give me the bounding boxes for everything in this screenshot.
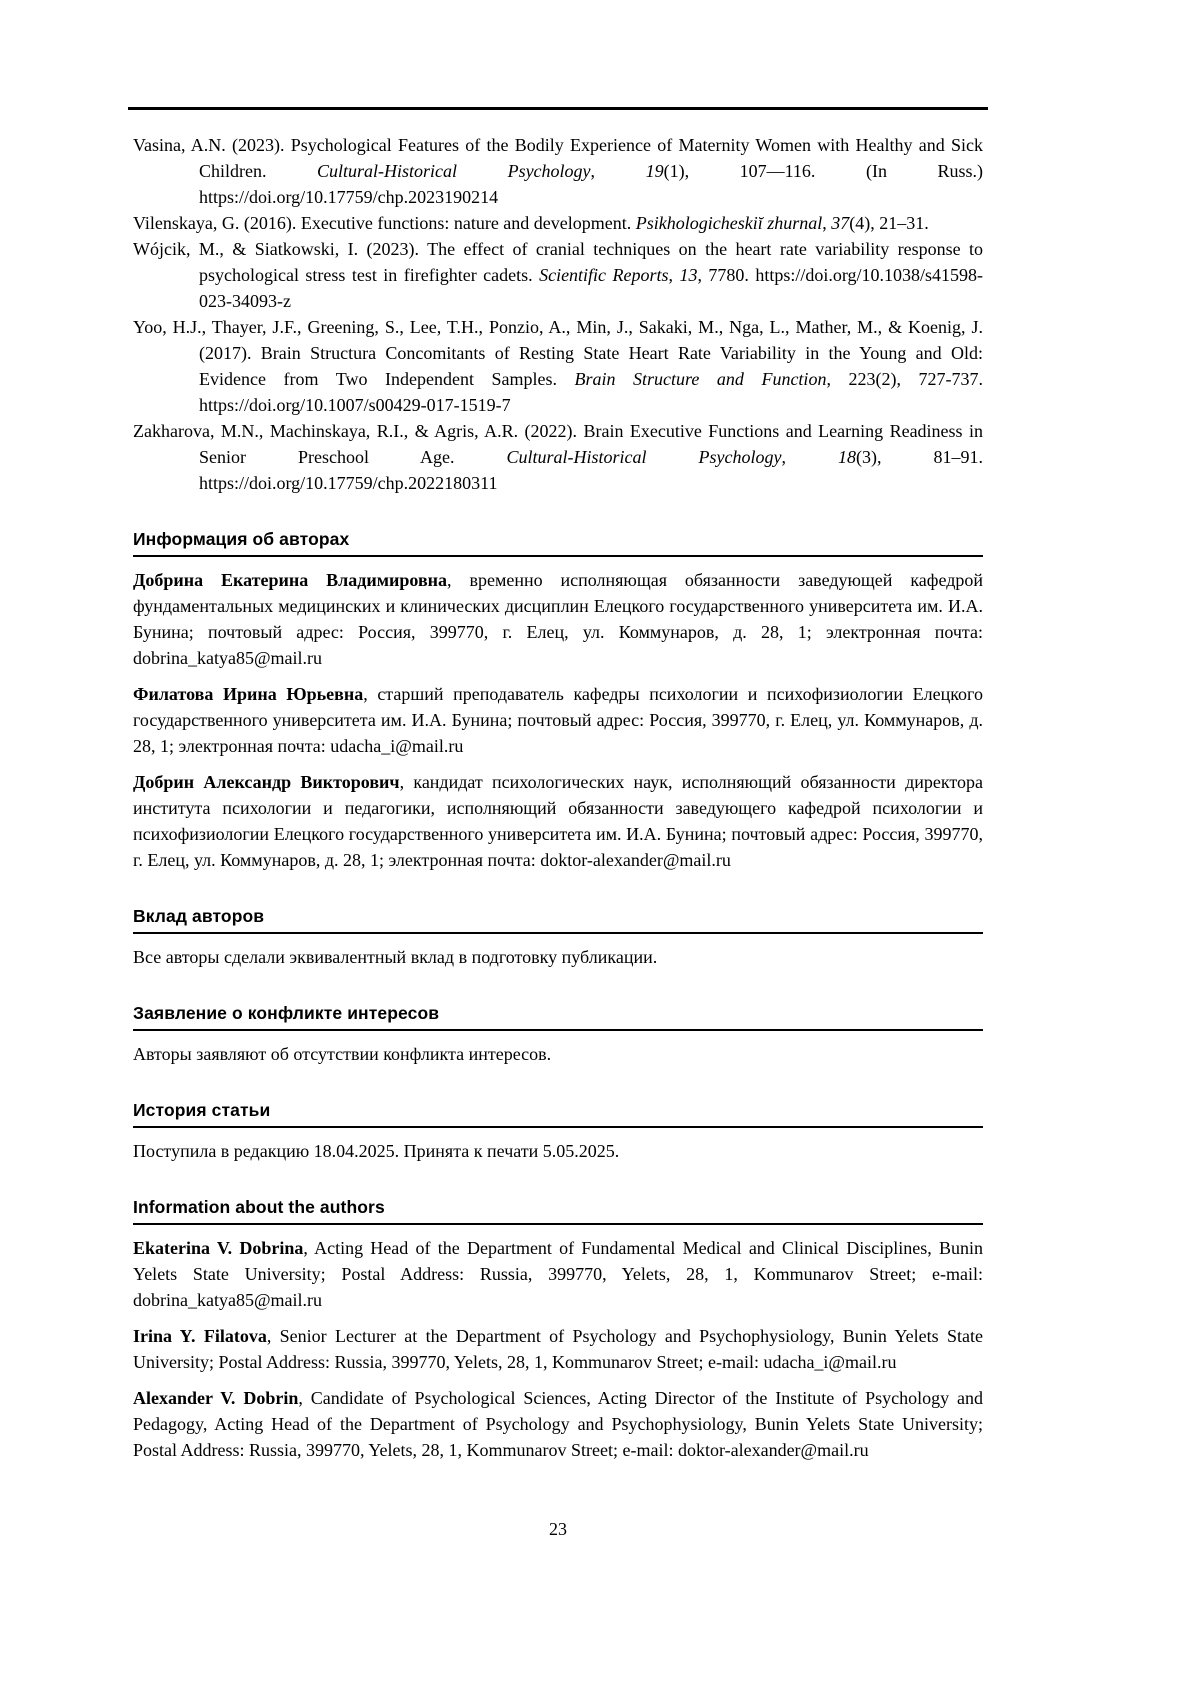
reference-entry bbox=[133, 314, 983, 418]
text-run: , кандидат психологических наук, исполняющий обязанности директора института психологии и педагогики, исполняющий обязанности заведующего кафедрой психологии и психофизиологии Елецкого государственного университета им. И.А. Бунина; почтовый адрес: Россия, 399770, г. Елец, ул. Коммунаров, д. 28, 1; электронная почта: doktor-alexander@mail.ru bbox=[133, 772, 983, 870]
italic-run: Brain Structure and Function bbox=[574, 369, 827, 389]
section-heading: История статьи bbox=[133, 1100, 271, 1120]
heading-rule bbox=[133, 1223, 983, 1225]
text-run: , Candidate of Psychological Sciences, Acting Director of the Institute of Psychology and Pedagogy, Acting Head of the Department of Psychology and Psychophysiology, Bunin Yelets State University; Postal Address: Russia, 399770, Yelets, 28, 1, Kommunarov Street; e-mail: doktor-alexander@mail.ru bbox=[133, 1388, 983, 1460]
body-paragraph bbox=[133, 1041, 983, 1067]
text-run: Авторы заявляют об отсутствии конфликта интересов. bbox=[133, 1044, 552, 1064]
text-run: , 7780. https://doi.org/10.1038/s41598-023-34093-z bbox=[199, 265, 984, 311]
reference-entry bbox=[133, 210, 983, 236]
text-run: , старший преподаватель кафедры психологии и психофизиологии Елецкого государственного университета им. И.А. Бунина; почтовый адрес: Россия, 399770, г. Елец, ул. Коммунаров, д. 28, 1; электронная почта: udacha_i@mail.ru bbox=[133, 684, 983, 756]
section-paragraphs bbox=[133, 567, 983, 873]
text-run: Поступила в редакцию 18.04.2025. Принята к печати 5.05.2025. bbox=[133, 1141, 620, 1161]
heading-rule bbox=[133, 555, 983, 557]
text-run: Vasina, A.N. (2023). Psychological Features of the Bodily Experience of Maternity Women with Healthy and Sick Children. bbox=[133, 135, 983, 181]
section-paragraphs bbox=[133, 1235, 983, 1463]
section-paragraphs bbox=[133, 1138, 983, 1164]
text-run: Zakharova, M.N., Machinskaya, R.I., & Agris, A.R. (2022). Brain Executive Functions and Learning Readiness in Senior Preschool Age. bbox=[133, 421, 983, 467]
page-number: 23 bbox=[549, 1519, 567, 1539]
section-heading: Информация об авторах bbox=[133, 529, 350, 549]
section-heading: Заявление о конфликте интересов bbox=[133, 1003, 440, 1023]
body-paragraph bbox=[133, 567, 983, 671]
body-paragraph bbox=[133, 769, 983, 873]
text-run: , Acting Head of the Department of Fundamental Medical and Clinical Disciplines, Bunin Yelets State University; Postal Address: Russia, 399770, Yelets, 28, 1, Kommunarov Street; e-mail: dobrina_katya85@mail.ru bbox=[133, 1238, 983, 1310]
references-list bbox=[133, 132, 983, 496]
italic-run: Psikhologicheskiĭ zhurnal bbox=[635, 213, 823, 233]
text-run: , временно исполняющая обязанности заведующей кафедрой фундаментальных медицинских и клинических дисциплин Елецкого государственного университета им. И.А. Бунина; почтовый адрес: Россия, 399770, г. Елец, ул. Коммунаров, д. 28, 1; электронная почта: dobrina_katya85@mail.ru bbox=[133, 570, 983, 668]
heading-rule bbox=[133, 1029, 983, 1031]
bold-run: Добрина Екатерина Владимировна bbox=[133, 570, 448, 590]
bold-run: Ekaterina V. Dobrina bbox=[133, 1238, 304, 1258]
text-run: , bbox=[781, 447, 838, 467]
text-run: (4), 21–31. bbox=[849, 213, 929, 233]
bold-run: Alexander V. Dobrin bbox=[133, 1388, 299, 1408]
section bbox=[133, 906, 983, 970]
text-run: , 223(2), 727-737. https://doi.org/10.1007/s00429-017-1519-7 bbox=[199, 369, 984, 415]
body-paragraph bbox=[133, 1235, 983, 1313]
text-run: Wójcik, M., & Siatkowski, I. (2023). The effect of cranial techniques on the heart rate variability response to psychological stress test in firefighter cadets. bbox=[133, 239, 983, 285]
text-run: , bbox=[668, 265, 680, 285]
italic-run: Cultural-Historical Psychology bbox=[317, 161, 591, 181]
text-run: , Senior Lecturer at the Department of Psychology and Psychophysiology, Bunin Yelets State University; Postal Address: Russia, 399770, Yelets, 28, 1, Kommunarov Street; e-mail: udacha_i@mail.ru bbox=[133, 1326, 983, 1372]
italic-run: Scientific Reports bbox=[539, 265, 669, 285]
section bbox=[133, 1197, 983, 1463]
section-heading: Information about the authors bbox=[133, 1197, 385, 1217]
text-run: Все авторы сделали эквивалентный вклад в подготовку публикации. bbox=[133, 947, 658, 967]
body-paragraph bbox=[133, 1323, 983, 1375]
section bbox=[133, 1003, 983, 1067]
bold-run: Добрин Александр Викторович bbox=[133, 772, 400, 792]
top-rule bbox=[128, 107, 988, 110]
russian-sections bbox=[133, 529, 983, 1164]
heading-rule bbox=[133, 932, 983, 934]
text-run: Vilenskaya, G. (2016). Executive functions: nature and development. bbox=[133, 213, 636, 233]
reference-entry bbox=[133, 418, 983, 496]
reference-entry bbox=[133, 132, 983, 210]
body-paragraph bbox=[133, 1385, 983, 1463]
bold-run: Irina Y. Filatova bbox=[133, 1326, 267, 1346]
text-run: , bbox=[590, 161, 646, 181]
section bbox=[133, 529, 983, 873]
text-run: , bbox=[822, 213, 832, 233]
section-paragraphs bbox=[133, 1041, 983, 1067]
italic-run: 37 bbox=[831, 213, 850, 233]
text-run: (3), 81–91. https://doi.org/10.17759/chp.2022180311 bbox=[199, 447, 983, 493]
reference-entry bbox=[133, 236, 983, 314]
italic-run: 18 bbox=[838, 447, 856, 467]
text-run: (1), 107—116. (In Russ.) https://doi.org/10.17759/chp.2023190214 bbox=[199, 161, 983, 207]
text-run: Yoo, H.J., Thayer, J.F., Greening, S., Lee, T.H., Ponzio, A., Min, J., Sakaki, M., Nga, L., Mather, M., & Koenig, J. (2017). Brain Structura Concomitants of Resting State Heart Rate Variability in the Young and Old: Evidence from Two Independent Samples. bbox=[133, 317, 983, 389]
body-paragraph bbox=[133, 1138, 983, 1164]
english-sections bbox=[133, 1197, 983, 1463]
section-heading: Вклад авторов bbox=[133, 906, 265, 926]
heading-rule bbox=[133, 1126, 983, 1128]
italic-run: 13 bbox=[679, 265, 698, 285]
italic-run: 19 bbox=[645, 161, 664, 181]
section-paragraphs bbox=[133, 944, 983, 970]
body-paragraph bbox=[133, 681, 983, 759]
section bbox=[133, 1100, 983, 1164]
document-page bbox=[133, 0, 983, 1540]
body-paragraph bbox=[133, 944, 983, 970]
italic-run: Cultural-Historical Psychology bbox=[506, 447, 782, 467]
bold-run: Филатова Ирина Юрьевна bbox=[133, 684, 364, 704]
